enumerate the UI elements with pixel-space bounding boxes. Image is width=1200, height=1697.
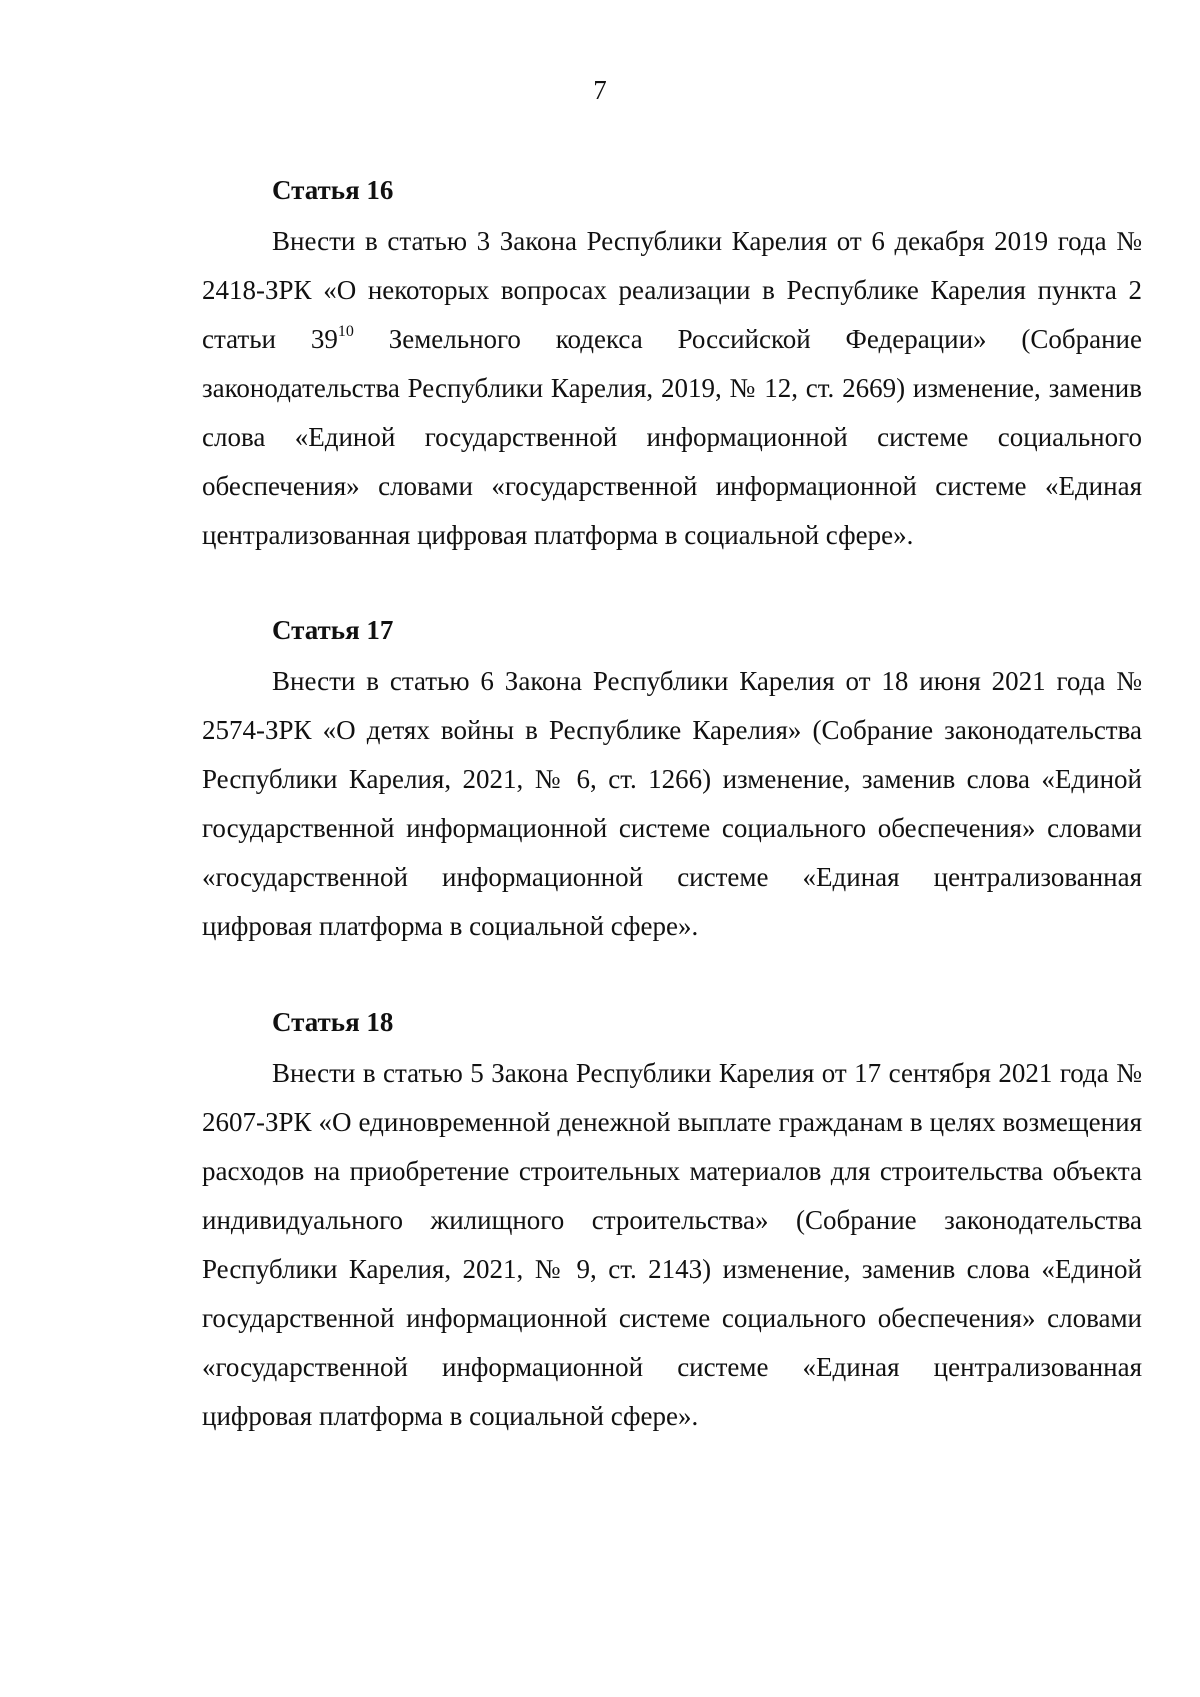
page-number: 7 <box>593 75 607 105</box>
article-16-body-text-end: Земельного кодекса Российской Федерации» (Собрание законодательства Республики Карелия, 2019, № 12, ст. 2669) изменение, заменив слова «Единой государственной информационной системе социального обеспечения» словами «государственной информационной системе «Единая централизованная цифровая платформа в социальной сфере». <box>202 324 1142 550</box>
article-17-title: Статья 17 <box>272 615 394 645</box>
article-16 <box>202 170 1142 560</box>
article-16-body-text-start: Внести в статью 3 Закона Республики Карелия от 6 декабря 2019 года № 2418-ЗРК «О некоторых вопросах реализации в Республике Карелия пункта 2 статьи 39 <box>202 226 1142 354</box>
article-16-title: Статья 16 <box>272 175 394 205</box>
article-16-body <box>202 217 1142 560</box>
article-16-superscript: 10 <box>337 323 354 340</box>
article-17-body: Внести в статью 6 Закона Республики Карелия от 18 июня 2021 года № 2574-ЗРК «О детях войны в Республике Карелия» (Собрание законодательства Республики Карелия, 2021, № 6, ст. 1266) изменение, заменив слова «Единой государственной информационной системе социального обеспечения» словами «государственной информационной системе «Единая централизованная цифровая платформа в социальной сфере». <box>202 666 1142 941</box>
article-18 <box>202 1002 1142 1441</box>
article-18-title: Статья 18 <box>272 1007 394 1037</box>
article-17 <box>202 610 1142 951</box>
article-18-body: Внести в статью 5 Закона Республики Карелия от 17 сентября 2021 года № 2607-ЗРК «О единовременной денежной выплате гражданам в целях возмещения расходов на приобретение строительных материалов для строительства объекта индивидуального жилищного строительства» (Собрание законодательства Республики Карелия, 2021, № 9, ст. 2143) изменение, заменив слова «Единой государственной информационной системе социального обеспечения» словами «государственной информационной системе «Единая централизованная цифровая платформа в социальной сфере». <box>202 1058 1142 1431</box>
